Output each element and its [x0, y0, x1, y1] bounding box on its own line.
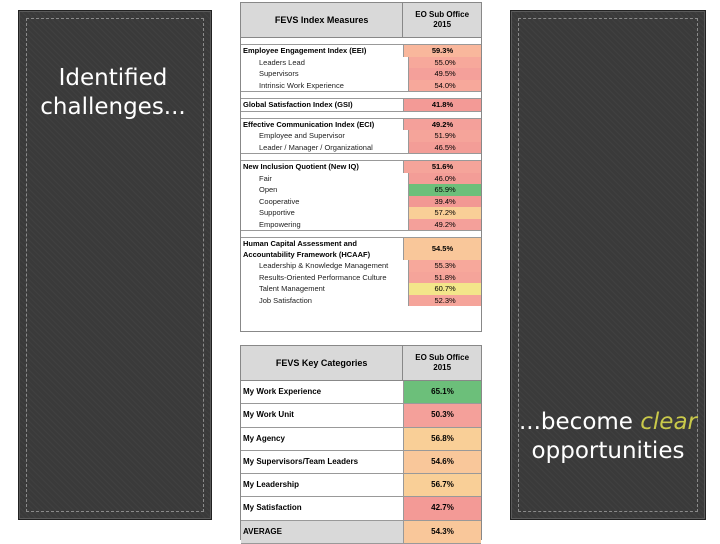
header-col-line1: EO Sub Office: [415, 10, 470, 19]
sub-index-row: [241, 295, 481, 307]
row-value: 39.4%: [409, 196, 481, 208]
header-label: FEVS Index Measures: [241, 3, 403, 37]
row-value: 50.3%: [404, 404, 481, 426]
row-value: 54.0%: [409, 80, 481, 92]
row-value: 51.9%: [409, 130, 481, 142]
row-value: 49.2%: [409, 219, 481, 231]
row-label: My Leadership: [241, 474, 404, 496]
sub-index-row: [241, 283, 481, 295]
sub-index-row: [241, 80, 481, 92]
header-col-line2: 2015: [433, 20, 452, 29]
row-value: 49.2%: [404, 119, 481, 131]
sub-index-row: [241, 68, 481, 80]
index-row: [241, 161, 481, 173]
row-label: Supportive: [241, 207, 409, 219]
sub-index-row: [241, 196, 481, 208]
category-row: [241, 381, 481, 404]
sub-index-row: [241, 219, 481, 231]
header-column: [403, 346, 481, 380]
row-value: 54.6%: [404, 451, 481, 473]
text-pre: ...become: [518, 409, 641, 435]
category-row: [241, 404, 481, 427]
row-label: Leader / Manager / Organizational: [241, 142, 409, 154]
row-label: Supervisors: [241, 68, 409, 80]
fevs-index-measures-table: [240, 2, 482, 332]
row-label: Cooperative: [241, 196, 409, 208]
group-separator: [241, 230, 481, 238]
sub-index-row: [241, 142, 481, 154]
group-separator: [241, 111, 481, 119]
group-separator: [241, 38, 481, 45]
row-value: 65.1%: [404, 381, 481, 403]
row-label: Empowering: [241, 219, 409, 231]
sub-index-row: [241, 207, 481, 219]
row-value: 54.3%: [404, 521, 481, 543]
row-value: 46.0%: [409, 173, 481, 185]
row-label: Talent Management: [241, 283, 409, 295]
row-value: 59.3%: [404, 45, 481, 57]
text-post: opportunities: [531, 438, 685, 464]
header-column: [403, 3, 481, 37]
row-label: Open: [241, 184, 409, 196]
category-row: [241, 451, 481, 474]
fevs-key-categories-table: [240, 345, 482, 540]
sub-index-row: [241, 260, 481, 272]
row-label: Job Satisfaction: [241, 295, 409, 307]
row-label: My Agency: [241, 428, 404, 450]
row-label: Leadership & Knowledge Management: [241, 260, 409, 272]
row-label: Employee Engagement Index (EEI): [241, 45, 404, 57]
row-value: 49.5%: [409, 68, 481, 80]
row-label: AVERAGE: [241, 521, 404, 543]
table-body: [241, 38, 481, 306]
row-label: Employee and Supervisor: [241, 130, 409, 142]
sub-index-row: [241, 272, 481, 284]
row-value: 55.0%: [409, 57, 481, 69]
index-row: [241, 119, 481, 131]
row-value: 65.9%: [409, 184, 481, 196]
row-value: 56.8%: [404, 428, 481, 450]
row-label: My Work Experience: [241, 381, 404, 403]
row-value: 51.8%: [409, 272, 481, 284]
row-label: My Work Unit: [241, 404, 404, 426]
row-value: 55.3%: [409, 260, 481, 272]
index-row: [241, 99, 481, 111]
row-value: 51.6%: [404, 161, 481, 173]
row-value: 42.7%: [404, 497, 481, 519]
row-label: Results-Oriented Performance Culture: [241, 272, 409, 284]
row-value: 52.3%: [409, 295, 481, 307]
row-label: My Satisfaction: [241, 497, 404, 519]
row-value: 57.2%: [409, 207, 481, 219]
row-label: My Supervisors/Team Leaders: [241, 451, 404, 473]
text-emphasis: clear: [640, 409, 698, 435]
header-col-line2: 2015: [433, 363, 452, 372]
row-value: 56.7%: [404, 474, 481, 496]
row-label: Intrinsic Work Experience: [241, 80, 409, 92]
category-row: [241, 428, 481, 451]
row-value: 60.7%: [409, 283, 481, 295]
row-value: 54.5%: [404, 238, 481, 260]
become-opportunities-text: [514, 408, 702, 466]
row-label: New Inclusion Quotient (New IQ): [241, 161, 404, 173]
category-row: [241, 497, 481, 520]
table-header: [241, 346, 481, 381]
row-label: Global Satisfaction Index (GSI): [241, 99, 404, 111]
sub-index-row: [241, 184, 481, 196]
table-body: [241, 381, 481, 544]
sub-index-row: [241, 173, 481, 185]
identified-challenges-text: Identified challenges...: [40, 65, 186, 120]
average-row: [241, 521, 481, 544]
row-label: Effective Communication Index (ECI): [241, 119, 404, 131]
table-header: [241, 3, 481, 38]
header-label: FEVS Key Categories: [241, 346, 403, 380]
category-row: [241, 474, 481, 497]
row-label: Leaders Lead: [241, 57, 409, 69]
row-label: Human Capital Assessment and Accountability Framework (HCAAF): [241, 238, 404, 260]
sub-index-row: [241, 130, 481, 142]
group-separator: [241, 91, 481, 99]
header-col-line1: EO Sub Office: [415, 353, 470, 362]
group-separator: [241, 153, 481, 161]
index-row: [241, 238, 481, 260]
row-value: 46.5%: [409, 142, 481, 154]
row-value: 41.8%: [404, 99, 481, 111]
index-row: [241, 45, 481, 57]
row-label: Fair: [241, 173, 409, 185]
sub-index-row: [241, 57, 481, 69]
